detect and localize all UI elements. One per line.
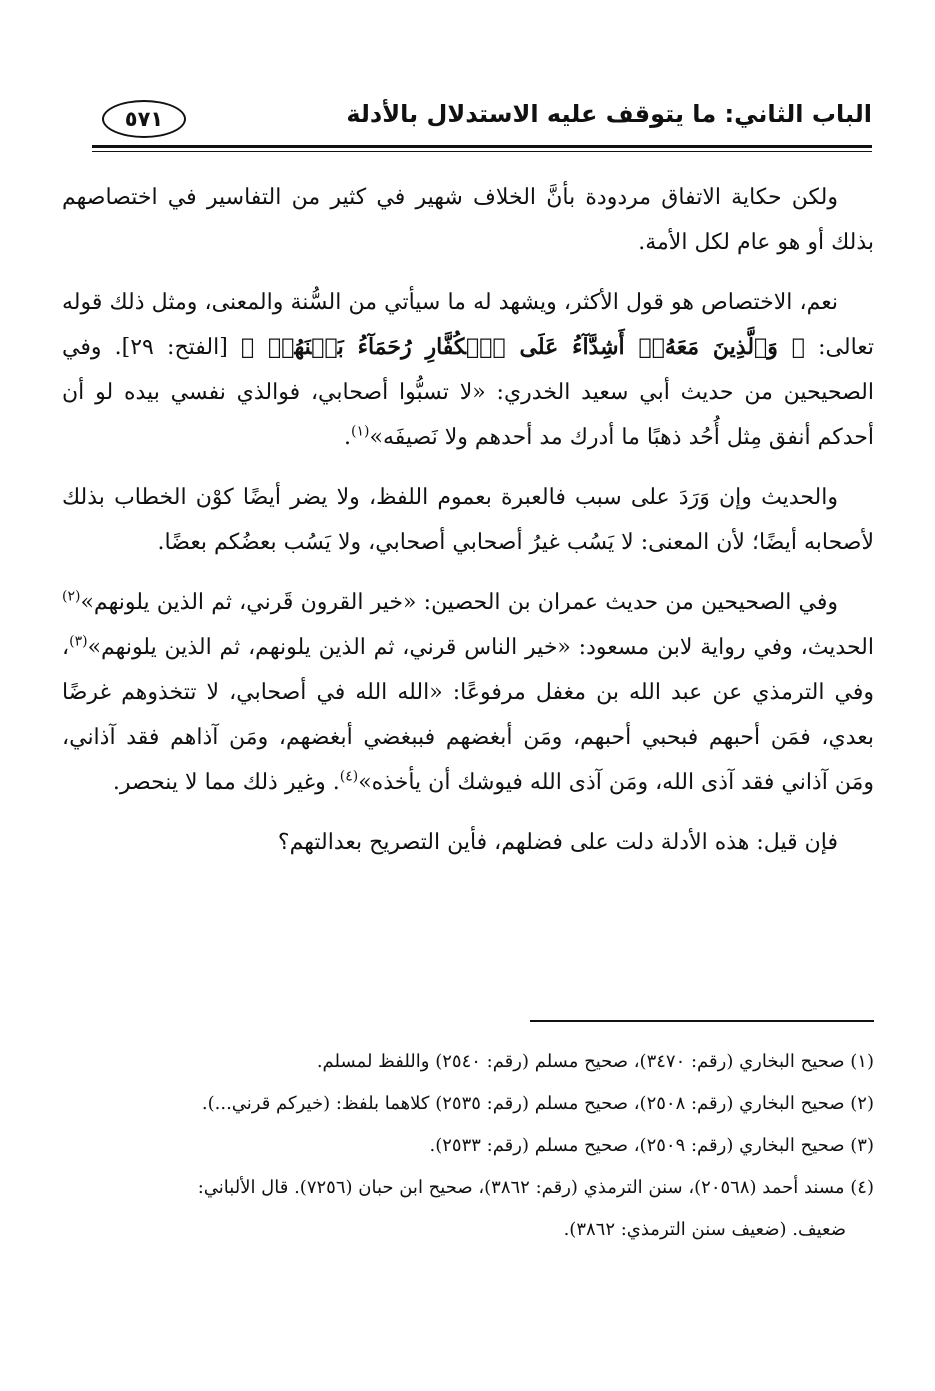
page-number: ٥٧١ [102, 100, 186, 138]
paragraph-4-text-c: ، وفي الترمذي عن عبد الله بن مغفل مرفوعًا: «الله الله في أصحابي، لا تتخذوهم غرضًا بعدي، فمَن أحبهم فبحبي أحبهم، ومَن أبغضهم فببغضي أبغضهم، ومَن آذاهم فقد آذاني، ومَن آذاني فقد آذى الله، ومَن آذى الله فيوشك أن يأخذه» [62, 635, 874, 795]
paragraph-4-text-a: وفي الصحيحين من حديث عمران بن الحصين: «خير القرون قَرني، ثم الذين يلونهم» [80, 590, 838, 615]
footnote-ref-2[interactable]: (٢) [62, 588, 81, 605]
footnote-4: (٤) مسند أحمد (٢٠٥٦٨)، سنن الترمذي (رقم: ٣٨٦٢)، صحيح ابن حبان (٧٢٥٦). قال الألباني: [197, 1177, 874, 1198]
footnote-separator [530, 1020, 874, 1022]
quran-verse: ﴿ وَٱلَّذِينَ مَعَهُۥٓ أَشِدَّآءُ عَلَى ٱلۡكُفَّارِ رُحَمَآءُ بَيۡنَهُمۡ ﴾ [241, 334, 805, 360]
footnote-4-continuation: ضعيف. (ضعيف سنن الترمذي: ٣٨٦٢). [563, 1219, 846, 1240]
footnote-3: (٣) صحيح البخاري (رقم: ٢٥٠٩)، صحيح مسلم (رقم: ٢٥٣٣). [429, 1135, 874, 1156]
chapter-title: الباب الثاني: ما يتوقف عليه الاستدلال بالأدلة [346, 100, 872, 128]
footnote-ref-1[interactable]: (١) [351, 423, 370, 440]
main-text [62, 175, 874, 880]
footnote-1: (١) صحيح البخاري (رقم: ٣٤٧٠)، صحيح مسلم (رقم: ٢٥٤٠) واللفظ لمسلم. [316, 1051, 874, 1072]
paragraph-3: والحديث وإن وَرَدَ على سبب فالعبرة بعموم اللفظ، ولا يضر أيضًا كوْن الخطاب بذلك لأصحابه أيضًا؛ لأن المعنى: لا يَسُب غيرُ أصحابي أصحابي، ولا يَسُب بعضُكم بعضًا. [62, 485, 874, 555]
running-header [92, 96, 872, 142]
header-rule-thick [92, 145, 872, 148]
paragraph-5: فإن قيل: هذه الأدلة دلت على فضلهم، فأين التصريح بعدالتهم؟ [277, 830, 838, 855]
paragraph-2-text-a: نعم، الاختصاص هو قول الأكثر، ويشهد له ما سيأتي من السُّنة والمعنى، ومثل ذلك قوله تعالى: [62, 290, 875, 360]
paragraph-4-text-d: . وغير ذلك مما لا ينحصر. [112, 770, 340, 795]
paragraph-1: ولكن حكاية الاتفاق مردودة بأنَّ الخلاف شهير في كثير من التفاسير في اختصاصهم بذلك أو هو عام لكل الأمة. [62, 185, 874, 255]
footnote-ref-3[interactable]: (٣) [69, 633, 88, 650]
paragraph-2 [62, 280, 874, 460]
paragraph-2-text-b: [الفتح: ٢٩]. وفي الصحيحين من حديث أبي سعيد الخدري: «لا تسبُّوا أصحابي، فوالذي نفسي بيده لو أن أحدكم أنفق مِثل أُحُد ذهبًا ما أدرك مد أحدهم ولا نَصيفَه» [62, 335, 874, 450]
header-rule-thin [92, 151, 872, 152]
paragraph-2-end: . [344, 425, 352, 450]
paragraph-4 [62, 580, 874, 805]
footnotes [62, 1044, 874, 1248]
paragraph-4-text-b: الحديث، وفي رواية لابن مسعود: «خير الناس قرني، ثم الذين يلونهم، ثم الذين يلونهم» [87, 635, 874, 660]
footnote-ref-4[interactable]: (٤) [339, 768, 359, 785]
footnote-2: (٢) صحيح البخاري (رقم: ٢٥٠٨)، صحيح مسلم (رقم: ٢٥٣٥) كلاهما بلفظ: (خيركم قرني...). [201, 1093, 874, 1114]
